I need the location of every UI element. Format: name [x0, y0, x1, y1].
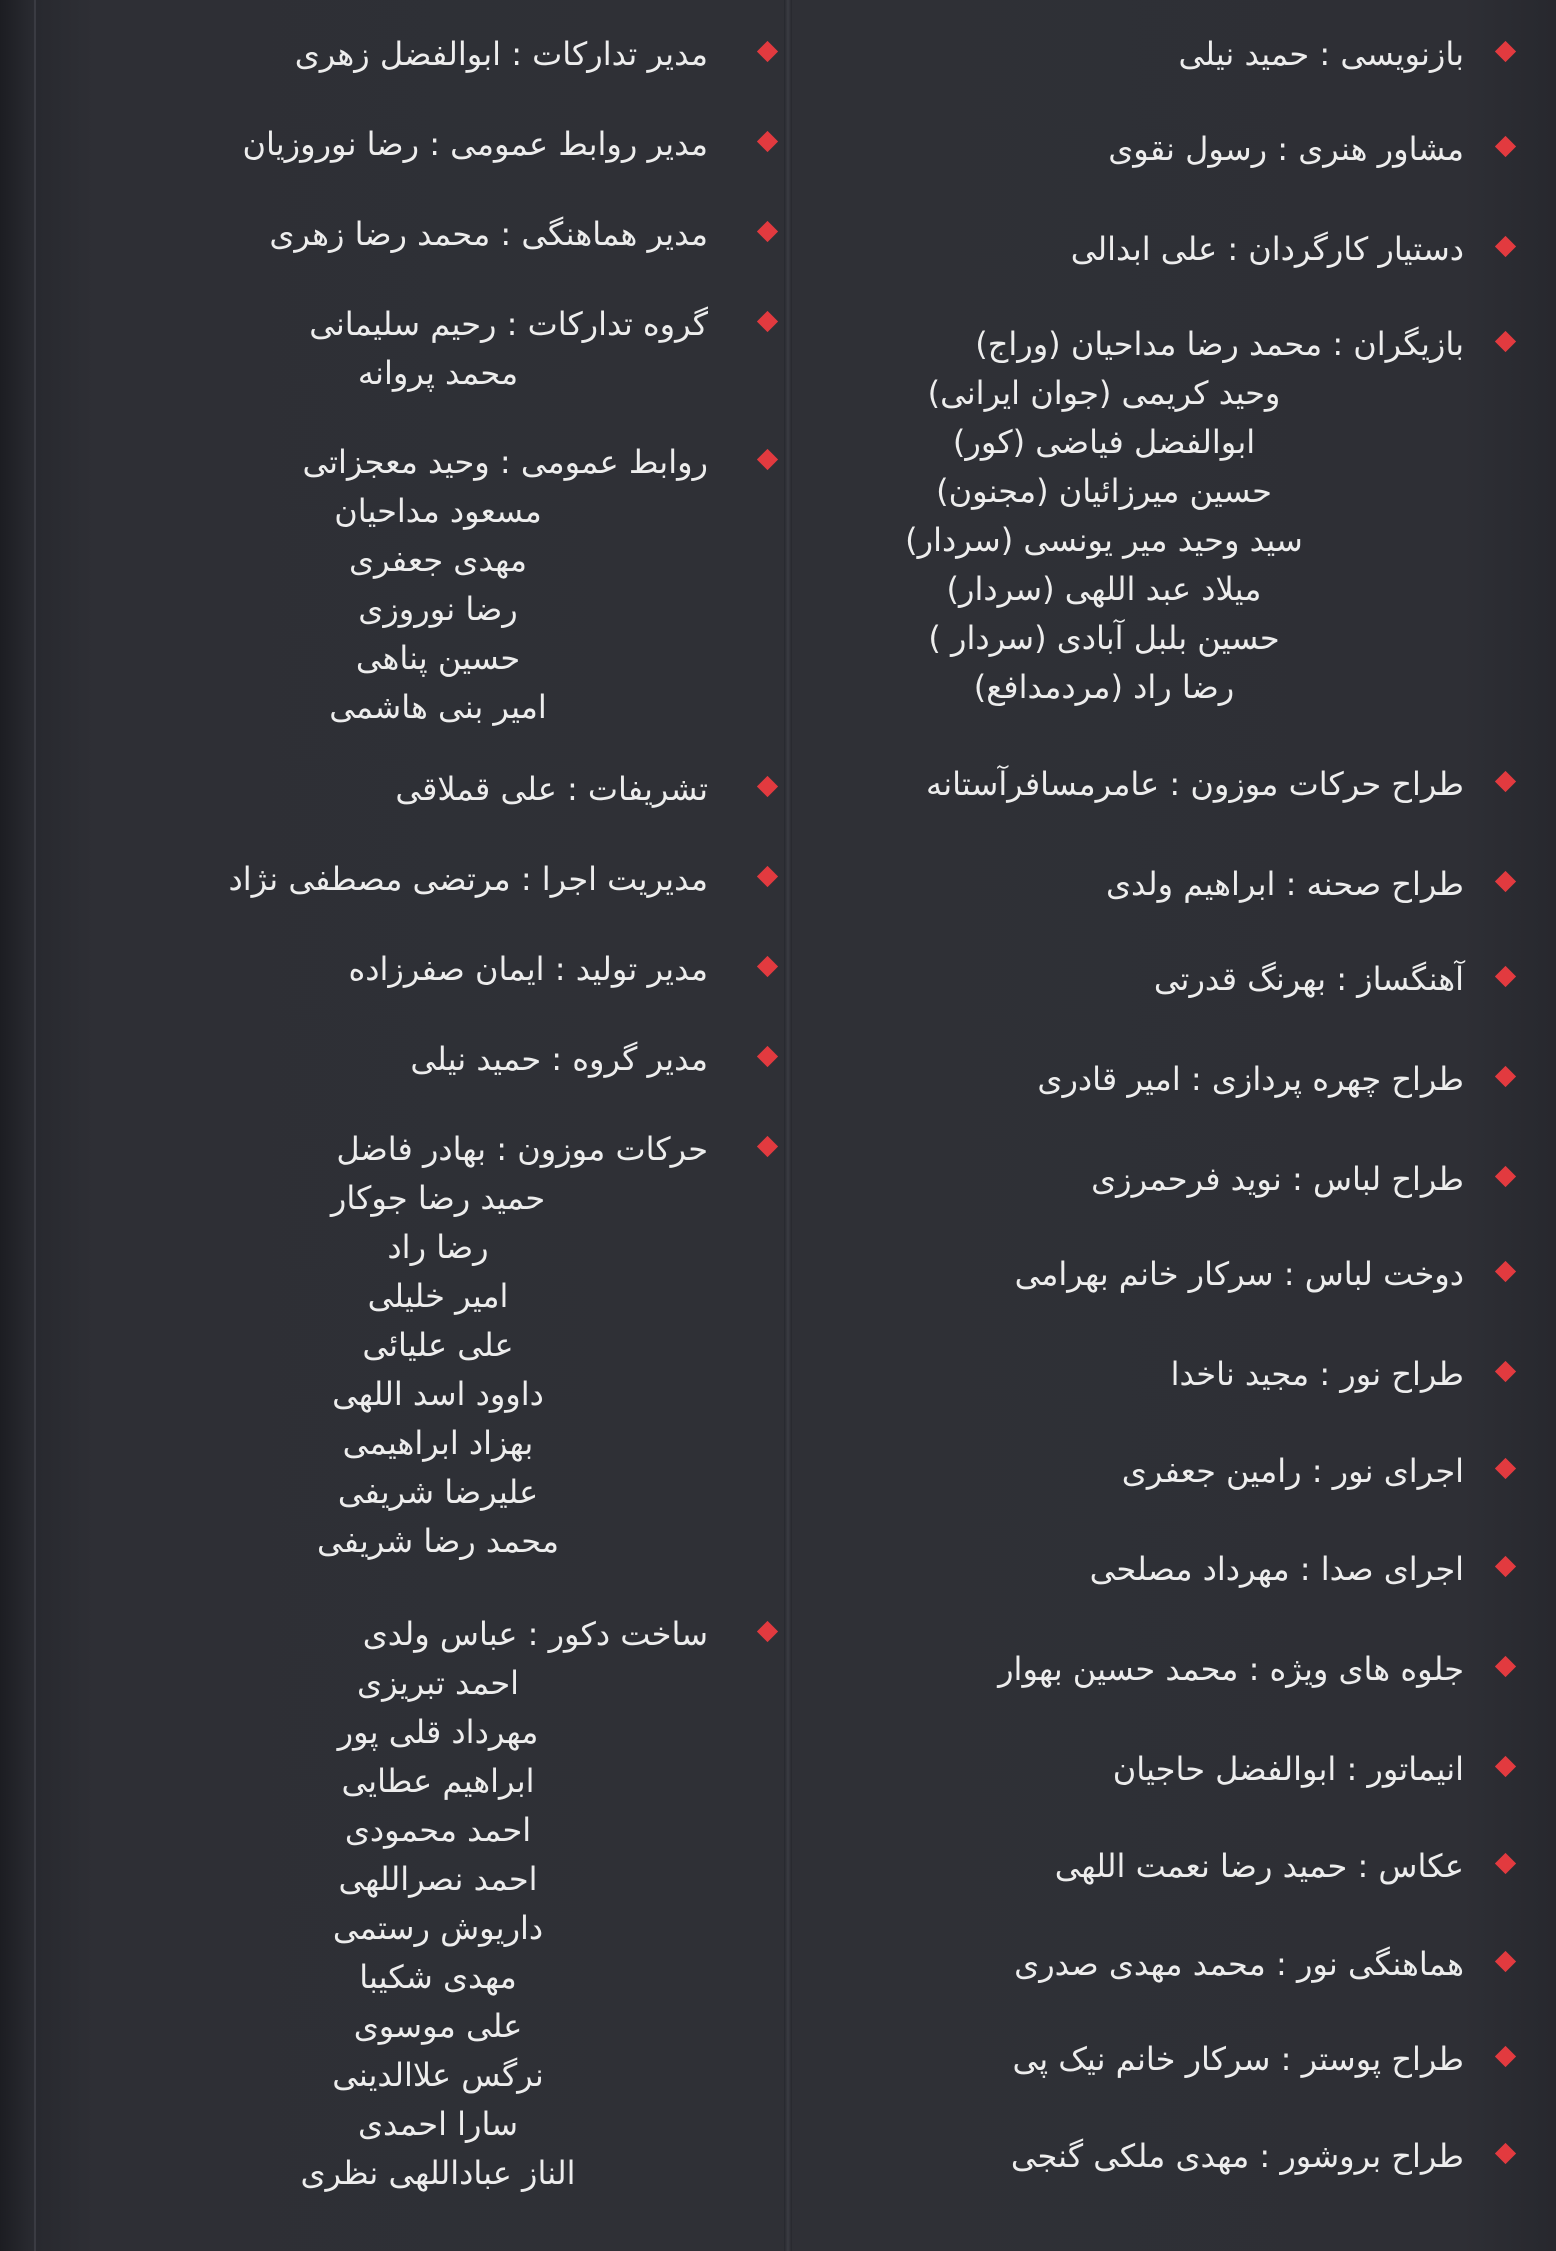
- credit-entry: [796, 860, 1496, 909]
- credit-name-line: سارا احمدی: [357, 2105, 519, 2143]
- credit-lines: [100, 765, 708, 814]
- page-left-edge: [0, 0, 36, 2251]
- credit-role-line: طراح صحنه : ابراهیم ولدی: [1106, 865, 1464, 903]
- credit-lines: [796, 1155, 1464, 1204]
- red-diamond-bullet-icon: [757, 311, 778, 332]
- credit-lines: [796, 1250, 1464, 1299]
- credit-lines: [796, 1940, 1464, 1989]
- red-diamond-bullet-icon: [1495, 1756, 1516, 1777]
- credit-lines: [796, 2035, 1464, 2084]
- credit-name-line: علی موسوی: [353, 2007, 523, 2045]
- credit-entry: [796, 1250, 1496, 1299]
- credit-role-line: هماهنگی نور : محمد مهدی صدری: [1014, 1945, 1464, 1983]
- credit-role-line: مشاور هنری : رسول نقوی: [1108, 130, 1464, 168]
- credit-lines: [796, 30, 1464, 79]
- credit-role-line: طراح حرکات موزون : عامرمسافرآستانه: [926, 765, 1464, 803]
- credit-entry: [100, 120, 740, 169]
- credit-lines: [100, 1125, 708, 1566]
- red-diamond-bullet-icon: [757, 1046, 778, 1067]
- credit-lines: [796, 2132, 1464, 2181]
- credit-entry: [796, 955, 1496, 1004]
- red-diamond-bullet-icon: [1495, 871, 1516, 892]
- red-diamond-bullet-icon: [1495, 1166, 1516, 1187]
- credit-entry: [796, 320, 1496, 712]
- credit-lines: [796, 955, 1464, 1004]
- red-diamond-bullet-icon: [757, 131, 778, 152]
- credit-entry: [100, 765, 740, 814]
- credit-entry: [796, 1447, 1496, 1496]
- credit-entry: [796, 125, 1496, 174]
- credit-entry: [796, 225, 1496, 274]
- credit-name-line: حسین میرزائیان (مجنون): [936, 472, 1272, 510]
- credit-name-line: احمد تبریزی: [357, 1664, 519, 1702]
- credit-role-line: طراح بروشور : مهدی ملکی گنجی: [1010, 2137, 1464, 2175]
- credit-role-line: انیماتور : ابوالفضل حاجیان: [1112, 1750, 1464, 1788]
- credit-lines: [796, 320, 1464, 712]
- credit-name-line: مهدی جعفری: [348, 541, 527, 579]
- credit-name-line: الناز عباداللهی نظری: [300, 2154, 576, 2192]
- credit-entry: [796, 760, 1496, 809]
- credit-entry: [796, 1842, 1496, 1891]
- credit-name-line: وحید کریمی (جوان ایرانی): [927, 374, 1281, 412]
- credit-name-line: داریوش رستمی: [332, 1909, 544, 1947]
- credit-role-line: اجرای صدا : مهرداد مصلحی: [1089, 1550, 1464, 1588]
- red-diamond-bullet-icon: [1495, 1066, 1516, 1087]
- credit-name-line: رضا راد (مردمدافع): [973, 668, 1235, 706]
- credit-role-line: عکاس : حمید رضا نعمت اللهی: [1054, 1847, 1464, 1885]
- credit-role-line: حرکات موزون : بهادر فاضل: [336, 1130, 708, 1168]
- red-diamond-bullet-icon: [1495, 136, 1516, 157]
- red-diamond-bullet-icon: [1495, 2046, 1516, 2067]
- credit-role-line: طراح نور : مجید ناخدا: [1170, 1355, 1464, 1393]
- credit-lines: [796, 1745, 1464, 1794]
- credit-entry: [796, 1155, 1496, 1204]
- page-fold: [784, 0, 792, 2251]
- credit-role-line: اجرای نور : رامین جعفری: [1121, 1452, 1464, 1490]
- credit-name-line: داوود اسد اللهی: [332, 1375, 544, 1413]
- credit-entry: [100, 210, 740, 259]
- credit-lines: [100, 1610, 708, 2198]
- credit-name-line: رضا نوروزی: [358, 590, 518, 628]
- credit-entry: [100, 1035, 740, 1084]
- credit-entry: [796, 1545, 1496, 1594]
- credit-role-line: مدیر گروه : حمید نیلی: [410, 1040, 708, 1078]
- red-diamond-bullet-icon: [757, 956, 778, 977]
- credit-entry: [796, 2132, 1496, 2181]
- credit-name-line: رضا راد: [387, 1228, 489, 1266]
- red-diamond-bullet-icon: [757, 776, 778, 797]
- credit-name-line: میلاد عبد اللهی (سردار): [946, 570, 1262, 608]
- red-diamond-bullet-icon: [757, 449, 778, 470]
- credit-name-line: ابوالفضل فیاضی (کور): [952, 423, 1256, 461]
- credit-entry: [100, 1125, 740, 1566]
- credit-entry: [100, 1610, 740, 2198]
- red-diamond-bullet-icon: [1495, 1656, 1516, 1677]
- credit-entry: [100, 300, 740, 398]
- credit-entry: [796, 2035, 1496, 2084]
- red-diamond-bullet-icon: [757, 1621, 778, 1642]
- credit-name-line: علی علیائی: [362, 1326, 514, 1364]
- credit-name-line: مهرداد قلی پور: [337, 1713, 539, 1751]
- credit-entry: [100, 438, 740, 732]
- credit-role-line: ساخت دکور : عباس ولدی: [362, 1615, 708, 1653]
- credit-name-line: سید وحید میر یونسی (سردار): [905, 521, 1303, 559]
- credit-name-line: بهزاد ابراهیمی: [342, 1424, 534, 1462]
- red-diamond-bullet-icon: [757, 866, 778, 887]
- credit-name-line: امیر خلیلی: [367, 1277, 509, 1315]
- credit-lines: [796, 1350, 1464, 1399]
- credit-role-line: آهنگساز : بهرنگ قدرتی: [1153, 960, 1464, 998]
- credit-name-line: حسین بلبل آبادی (سردار ): [928, 619, 1280, 657]
- credit-entry: [796, 1940, 1496, 1989]
- red-diamond-bullet-icon: [1495, 2143, 1516, 2164]
- credit-role-line: طراح پوستر : سرکار خانم نیک پی: [1012, 2040, 1464, 2078]
- credit-name-line: نرگس علاالدینی: [332, 2056, 544, 2094]
- credit-name-line: حسین پناهی: [355, 639, 521, 677]
- credit-lines: [100, 1035, 708, 1084]
- credit-entry: [796, 1350, 1496, 1399]
- credit-lines: [100, 945, 708, 994]
- credit-lines: [796, 860, 1464, 909]
- credit-role-line: طراح چهره پردازی : امیر قادری: [1037, 1060, 1464, 1098]
- red-diamond-bullet-icon: [1495, 1361, 1516, 1382]
- credit-name-line: حمید رضا جوکار: [330, 1179, 546, 1217]
- credit-role-line: طراح لباس : نوید فرحمرزی: [1091, 1160, 1464, 1198]
- credit-role-line: دستیار کارگردان : علی ابدالی: [1070, 230, 1464, 268]
- credit-role-line: تشریفات : علی قملاقی: [395, 770, 708, 808]
- credit-lines: [100, 30, 708, 79]
- red-diamond-bullet-icon: [1495, 41, 1516, 62]
- credit-lines: [100, 210, 708, 259]
- credit-name-line: مسعود مداحیان: [334, 492, 542, 530]
- credit-role-line: مدیر تدارکات : ابوالفضل زهری: [294, 35, 708, 73]
- credit-role-line: دوخت لباس : سرکار خانم بهرامی: [1014, 1255, 1464, 1293]
- credit-lines: [796, 1055, 1464, 1104]
- credit-role-line: مدیر تولید : ایمان صفرزاده: [348, 950, 708, 988]
- credit-name-line: علیرضا شریفی: [337, 1473, 539, 1511]
- credit-role-line: بازنویسی : حمید نیلی: [1178, 35, 1464, 73]
- credit-role-line: جلوه های ویژه : محمد حسین بهوار: [998, 1650, 1464, 1688]
- credit-name-line: احمد نصراللهی: [338, 1860, 538, 1898]
- credit-lines: [100, 120, 708, 169]
- credit-lines: [796, 1842, 1464, 1891]
- credit-entry: [100, 945, 740, 994]
- credit-role-line: مدیر هماهنگی : محمد رضا زهری: [269, 215, 708, 253]
- red-diamond-bullet-icon: [757, 41, 778, 62]
- credit-name-line: امیر بنی هاشمی: [329, 688, 547, 726]
- credit-role-line: بازیگران : محمد رضا مداحیان (وراج): [975, 325, 1464, 363]
- credit-lines: [100, 438, 708, 732]
- credit-entry: [796, 1055, 1496, 1104]
- credit-lines: [796, 1447, 1464, 1496]
- red-diamond-bullet-icon: [757, 1136, 778, 1157]
- credit-lines: [100, 300, 708, 398]
- credit-name-line: محمد پروانه: [357, 354, 519, 392]
- credit-entry: [796, 30, 1496, 79]
- red-diamond-bullet-icon: [1495, 236, 1516, 257]
- credit-entry: [100, 30, 740, 79]
- credit-role-line: روابط عمومی : وحید معجزاتی: [302, 443, 708, 481]
- credit-lines: [796, 1645, 1464, 1694]
- credit-lines: [796, 225, 1464, 274]
- credit-lines: [100, 855, 708, 904]
- credit-name-line: محمد رضا شریفی: [316, 1522, 560, 1560]
- credit-role-line: گروه تدارکات : رحیم سلیمانی: [309, 305, 708, 343]
- credit-lines: [796, 1545, 1464, 1594]
- credit-entry: [796, 1745, 1496, 1794]
- red-diamond-bullet-icon: [1495, 1951, 1516, 1972]
- credit-entry: [100, 855, 740, 904]
- credit-entry: [796, 1645, 1496, 1694]
- credit-role-line: مدیر روابط عمومی : رضا نوروزیان: [242, 125, 708, 163]
- red-diamond-bullet-icon: [757, 221, 778, 242]
- red-diamond-bullet-icon: [1495, 1853, 1516, 1874]
- credit-lines: [796, 125, 1464, 174]
- credit-name-line: مهدی شکیبا: [359, 1958, 517, 1996]
- credit-lines: [796, 760, 1464, 809]
- credit-name-line: احمد محمودی: [344, 1811, 532, 1849]
- red-diamond-bullet-icon: [1495, 966, 1516, 987]
- credit-role-line: مدیریت اجرا : مرتضی مصطفی نژاد: [228, 860, 708, 898]
- red-diamond-bullet-icon: [1495, 331, 1516, 352]
- credit-name-line: ابراهیم عطایی: [341, 1762, 535, 1800]
- red-diamond-bullet-icon: [1495, 1458, 1516, 1479]
- red-diamond-bullet-icon: [1495, 1261, 1516, 1282]
- red-diamond-bullet-icon: [1495, 771, 1516, 792]
- red-diamond-bullet-icon: [1495, 1556, 1516, 1577]
